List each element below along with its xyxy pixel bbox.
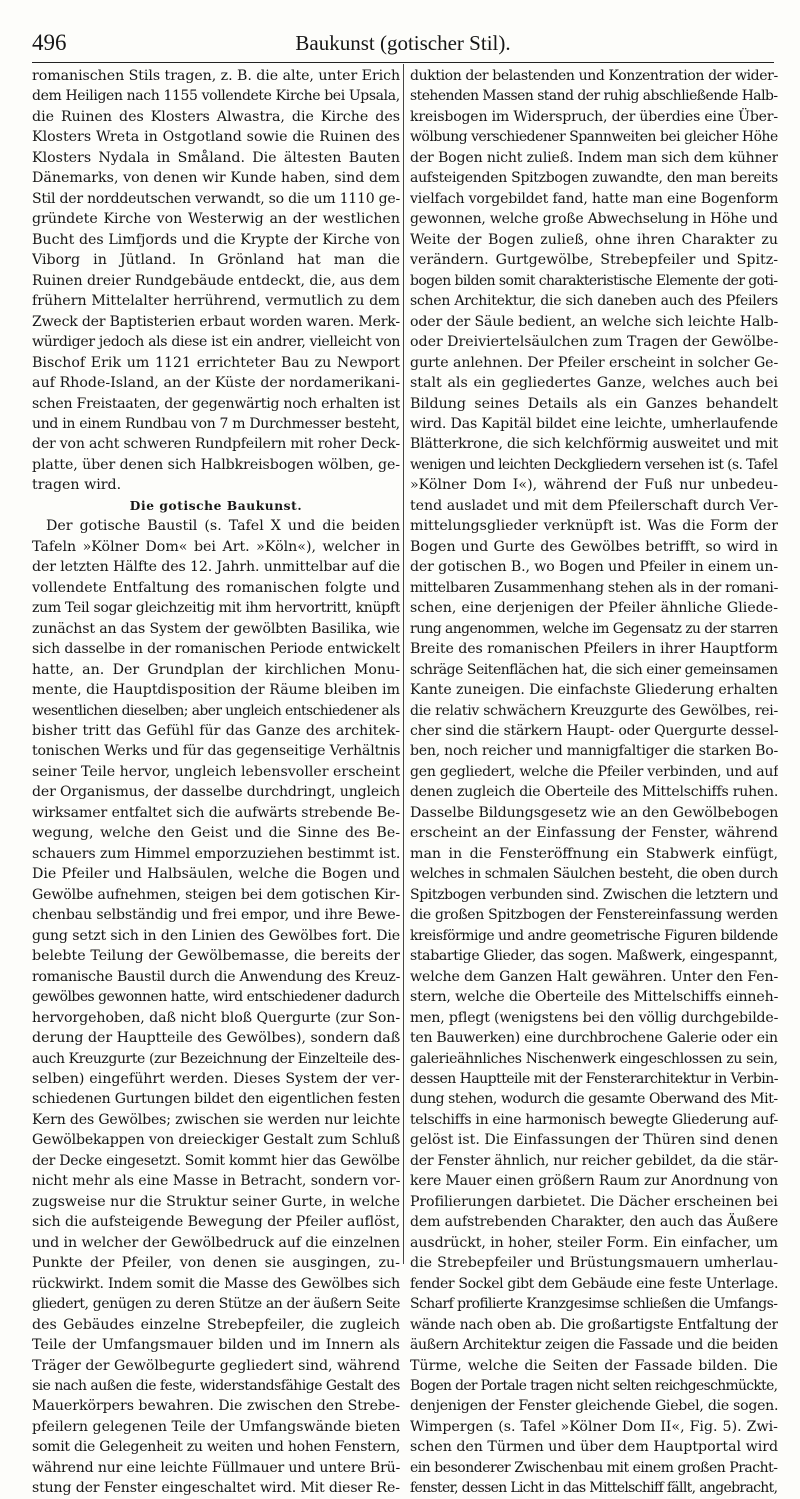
text-line: Punkte der Pfeiler, von denen sie ausgingen, zu- <box>32 1255 400 1272</box>
text-line: Teile der Umfangsmauer bilden und im Innern als <box>32 1337 400 1354</box>
text-line: bisher tritt das Gefühl für das Ganze des architek- <box>32 723 400 739</box>
text-line: und in einem Rundbau von 7 m Durchmesser besteht, <box>32 415 400 432</box>
right-text-column <box>410 66 778 1499</box>
running-title: Baukunst (gotischer Stil). <box>295 31 511 55</box>
text-line: wirksamer entfaltet sich die aufwärts strebende Be- <box>32 804 400 821</box>
text-line: Scharf profilierte Kranzgesimse schließen die Umfangs- <box>410 1296 778 1313</box>
text-line: wenigen und leichten Deckgliedern versehen ist (s. Tafel <box>410 456 778 473</box>
text-line: Klosters Nydala in Småland. Die ältesten Bauten <box>32 149 400 166</box>
text-line: würdiger jedoch als diese ist ein andrer, vielleicht von <box>32 334 400 351</box>
text-line: tragen wird. <box>32 477 122 494</box>
text-line: tonischen Werks und für das gegenseitige Verhältnis <box>32 743 400 760</box>
text-line: zunächst an das System der gewölbten Basilika, wie <box>32 620 400 637</box>
text-line: telschiffs in eine harmonisch bewegte Gliederung auf- <box>410 1111 778 1128</box>
text-line: oder der Säule bedient, an welche sich leichte Halb- <box>410 313 778 330</box>
text-line: Bucht des Limfjords und die Krypte der Kirche von <box>32 231 400 248</box>
text-line: der Organismus, der dasselbe durchdringt, ungleich <box>32 784 400 801</box>
text-line: gen gegliedert, welche die Pfeiler verbinden, und auf <box>410 763 778 780</box>
text-line: Der gotische Baustil (s. Tafel X und die beiden <box>46 518 400 535</box>
text-line: Spitzbogen verbunden sind. Zwischen die letztern und <box>410 886 778 903</box>
text-line: vollendete Entfaltung des romanischen folgte und <box>32 579 400 596</box>
text-line: rückwirkt. Indem somit die Masse des Gewölbes sich <box>32 1275 400 1292</box>
left-text-column <box>32 66 400 1499</box>
text-line: Bildung seines Details als ein Ganzes behandelt <box>410 395 778 412</box>
text-line: somit die Gelegenheit zu weiten und hohen Fenstern, <box>32 1439 400 1456</box>
text-line: während nur eine leichte Füllmauer und untere Brü- <box>32 1459 400 1476</box>
text-line: Kante zuneigen. Die einfachste Gliederung erhalten <box>410 682 778 699</box>
text-line: kere Mauer einen größern Raum zur Anordnung von <box>410 1173 778 1190</box>
text-line: galerieähnliches Nischenwerk eingeschlossen zu sein, <box>410 1050 778 1067</box>
text-line: Tafeln »Kölner Dom« bei Art. »Köln«), welcher in <box>32 538 400 555</box>
text-line: tend ausladet und mit dem Pfeilerschaft durch Ver- <box>410 497 778 514</box>
text-line: gewölbes gewonnen hatte, wird entschiedener dadurch <box>32 989 400 1006</box>
text-line: schen Freistaaten, der gegenwärtig noch erhalten ist <box>32 395 400 412</box>
text-line: wird. Das Kapitäl bildet eine leichte, umherlaufende <box>410 415 778 432</box>
text-line: chenbau selbständig und frei empor, und ihre Bewe- <box>32 907 400 924</box>
text-line: ausdrückt, in hoher, steiler Form. Ein einfacher, um <box>410 1234 778 1251</box>
text-line: verändern. Gurtgewölbe, Strebepfeiler und Spitz- <box>410 252 778 269</box>
text-line: und in welcher der Gewölbedruck auf die einzelnen <box>32 1234 400 1251</box>
text-line: Gewölbe aufnehmen, steigen bei dem gotischen Kir- <box>32 886 400 903</box>
text-line: stalt als ein gegliedertes Ganze, welches auch bei <box>410 375 778 392</box>
text-line: vielfach vorgebildet fand, hatte man eine Bogenform <box>410 190 778 207</box>
text-line: cher sind die stärkern Haupt- oder Quergurte dessel- <box>410 723 778 739</box>
text-line: frühern Mittelalter herrührend, vermutlich zu dem <box>32 293 400 310</box>
text-line: fender Sockel gibt dem Gebäude eine feste Unterlage. <box>410 1275 778 1292</box>
text-line: wölbung verschiedener Spannweiten bei gleicher Höhe <box>410 129 778 146</box>
text-line: Ruinen dreier Rundgebäude entdeckt, die, aus dem <box>32 272 400 289</box>
text-line: erscheint an der Einfassung der Fenster, während <box>410 825 778 842</box>
text-line: auf Rhode-Island, an der Küste der nordamerikani- <box>32 375 400 392</box>
text-line: schen Architektur, die sich daneben auch des Pfeilers <box>410 293 778 310</box>
column-divider <box>403 64 404 1264</box>
text-line: denen zugleich die Oberteile des Mittelschiffs ruhen. <box>410 784 778 801</box>
text-line: Mauerkörpers bewahren. Die zwischen den Strebe- <box>32 1398 400 1415</box>
text-line: welche dem Ganzen Halt gewähren. Unter den Fen- <box>410 968 778 985</box>
text-line: ben, noch reicher und mannigfaltiger die starken Bo- <box>410 743 778 760</box>
text-line: Gewölbekappen von dreieckiger Gestalt zum Schluß <box>32 1132 400 1149</box>
text-line: Zweck der Baptisterien erbaut worden waren. Merk- <box>32 313 400 330</box>
text-line: Weite der Bogen zuließ, ohne ihren Charakter zu <box>410 231 778 248</box>
text-line: men, pflegt (wenigstens bei den völlig durchgebilde- <box>410 1009 778 1026</box>
text-line: die relativ schwächern Kreuzgurte des Gewölbes, rei- <box>410 702 778 719</box>
text-line: mente, die Hauptdisposition der Räume bleiben im <box>32 682 400 699</box>
page-number: 496 <box>32 30 67 55</box>
text-line: Die Pfeiler und Halbsäulen, welche die Bogen und <box>32 866 400 883</box>
text-line: selben) eingeführt werden. Dieses System der ver- <box>32 1070 400 1087</box>
text-line: Träger der Gewölbegurte gegliedert sind, während <box>32 1357 400 1374</box>
text-line: Dänemarks, von denen wir Kunde haben, sind dem <box>32 170 400 187</box>
text-line: auch Kreuzgurte (zur Bezeichnung der Einzelteile des- <box>32 1050 400 1067</box>
text-line: welches in schmalen Säulchen besteht, die oben durch <box>410 866 778 883</box>
text-line: fenster, dessen Licht in das Mittelschiff fällt, angebracht, <box>410 1480 778 1497</box>
text-line: äußern Architektur zeigen die Fassade und die beiden <box>410 1337 778 1354</box>
text-line: gurte anlehnen. Der Pfeiler erscheint in solcher Ge- <box>410 354 778 371</box>
text-line: oder Dreiviertelsäulchen zum Tragen der Gewölbe- <box>410 334 778 351</box>
text-line: rung angenommen, welche im Gegensatz zu der starren <box>410 620 778 637</box>
text-line: denjenigen der Fenster gleichende Giebel, die sogen. <box>410 1398 778 1415</box>
section-heading: Die gotische Baukunst. <box>129 498 303 513</box>
text-line: gelöst ist. Die Einfassungen der Thüren sind denen <box>410 1132 778 1149</box>
text-line: bogen bilden somit charakteristische Elemente der goti- <box>410 272 778 289</box>
text-line: der gotischen B., wo Bogen und Pfeiler in einem un- <box>410 559 778 576</box>
text-line: »Kölner Dom I«), während der Fuß nur unbedeu- <box>410 477 778 494</box>
text-line: Viborg in Jütland. In Grönland hat man die <box>32 252 400 269</box>
text-line: dem Heiligen nach 1155 vollendete Kirche bei Upsala, <box>32 88 400 105</box>
text-line: stern, welche die Oberteile des Mittelschiffs einneh- <box>410 989 778 1006</box>
text-line: dem aufstrebenden Charakter, den auch das Äußere <box>410 1214 778 1231</box>
text-line: nicht mehr als eine Masse in Betracht, sondern vor- <box>32 1173 400 1190</box>
text-line: ein besonderer Zwischenbau mit einem großen Pracht- <box>410 1459 778 1476</box>
text-line: hervorgehoben, daß nicht bloß Quergurte (zur Son- <box>32 1009 400 1026</box>
text-line: pfeilern gelegenen Teile der Umfangswände bieten <box>32 1418 400 1435</box>
text-line: der von acht schweren Rundpfeilern mit roher Deck- <box>32 436 400 453</box>
text-line: schen, eine derjenigen der Pfeiler ähnliche Gliede- <box>410 600 778 617</box>
text-line: man in die Fensteröffnung ein Stabwerk einfügt, <box>410 845 778 862</box>
text-line: belebte Teilung der Gewölbemasse, die bereits der <box>32 948 400 965</box>
text-line: ten Bauwerken) eine durchbrochene Galerie oder ein <box>410 1030 778 1047</box>
text-line: hatte, an. Der Grundplan der kirchlichen Monu- <box>32 661 400 678</box>
text-line: der letzten Hälfte des 12. Jahrh. unmittelbar auf die <box>32 559 400 576</box>
text-line: kreisbogen im Widerspruch, der überdies eine Über- <box>410 108 778 125</box>
text-line: Breite des romanischen Pfeilers in ihrer Hauptform <box>410 641 778 658</box>
text-line: gung setzt sich in den Linien des Gewölbes fort. Die <box>32 927 400 944</box>
text-line: der Fenster ähnlich, nur reicher gebildet, da die stär- <box>410 1152 778 1169</box>
text-line: schen den Türmen und über dem Hauptportal wird <box>410 1439 778 1456</box>
text-line: Bischof Erik um 1121 errichteter Bau zu Newport <box>32 354 400 371</box>
text-line: sich die aufsteigende Bewegung der Pfeiler auflöst, <box>32 1214 400 1231</box>
text-line: Kern des Gewölbes; zwischen sie werden nur leichte <box>32 1111 400 1128</box>
text-line: gliedert, genügen zu deren Stütze an der äußern Seite <box>32 1296 400 1313</box>
text-line: Türme, welche die Seiten der Fassade bilden. Die <box>410 1357 778 1374</box>
text-line: stung der Fenster eingeschaltet wird. Mit dieser Re- <box>32 1480 400 1497</box>
text-line: die Ruinen des Klosters Alwastra, die Kirche des <box>32 108 400 125</box>
text-line: Profilierungen darbietet. Die Dächer erscheinen bei <box>410 1193 778 1210</box>
text-line: schräge Seitenflächen hat, die sich einer gemeinsamen <box>410 661 778 678</box>
text-line: dung stehen, wodurch die gesamte Oberwand des Mit- <box>410 1091 778 1108</box>
page-header <box>32 24 774 64</box>
text-line: kreisförmige und andre geometrische Figuren bildende <box>410 927 778 944</box>
text-line: Klosters Wreta in Ostgotland sowie die Ruinen des <box>32 129 400 146</box>
text-line: platte, über denen sich Halbkreisbogen wölben, ge- <box>32 456 400 473</box>
text-line: des Gebäudes einzelne Strebepfeiler, die zugleich <box>32 1316 400 1333</box>
text-line: schiedenen Gurtungen bildet den eigentlichen festen <box>32 1091 400 1108</box>
text-line: Bogen und Gurte des Gewölbes betrifft, so wird in <box>410 538 778 555</box>
text-line: wände nach oben ab. Die großartigste Entfaltung der <box>410 1316 778 1333</box>
text-line: schauers zum Himmel emporzuziehen bestimmt ist. <box>32 845 400 862</box>
text-line: mittelbaren Zusammenhang stehen als in der romani- <box>410 579 778 596</box>
text-line: seiner Teile hervor, ungleich lebensvoller erscheint <box>32 763 400 780</box>
text-line: Stil der norddeutschen verwandt, so die um 1110 ge- <box>32 190 400 207</box>
text-line: wegung, welche den Geist und die Sinne des Be- <box>32 825 400 842</box>
text-line: der Bogen nicht zuließ. Indem man sich dem kühner <box>410 149 778 166</box>
text-line: gewonnen, welche große Abwechselung in Höhe und <box>410 211 778 228</box>
text-line: derung der Hauptteile des Gewölbes), sondern daß <box>32 1030 400 1047</box>
text-line: Wimpergen (s. Tafel »Kölner Dom II«, Fig. 5). Zwi- <box>410 1418 778 1435</box>
header-rule <box>32 62 774 63</box>
text-line: Dasselbe Bildungsgesetz wie an den Gewölbebogen <box>410 804 778 821</box>
text-line: gründete Kirche von Westerwig an der westlichen <box>32 211 400 228</box>
text-line: sie nach außen die feste, widerstandsfähige Gestalt des <box>32 1378 400 1394</box>
text-line: zugsweise nur die Struktur seiner Gurte, in welche <box>32 1193 400 1210</box>
text-line: aufsteigenden Spitzbogen zuwandte, den man bereits <box>410 170 778 187</box>
text-line: duktion der belastenden und Konzentration der wider- <box>410 68 778 84</box>
text-line: Blätterkrone, die sich kelchförmig ausweitet und mit <box>410 436 778 453</box>
text-line: dessen Hauptteile mit der Fensterarchitektur in Verbin- <box>410 1070 778 1087</box>
text-line: sich dasselbe in der romanischen Periode entwickelt <box>32 641 400 658</box>
text-line: romanischen Stils tragen, z. B. die alte, unter Erich <box>32 68 400 84</box>
text-line: mittelungsglieder verknüpft ist. Was die Form der <box>410 518 778 535</box>
text-line: stabartige Glieder, das sogen. Maßwerk, eingespannt, <box>410 948 778 965</box>
text-line: stehenden Massen stand der ruhig abschließende Halb- <box>410 88 778 105</box>
text-line: wesentlichen dieselben; aber ungleich entschiedener als <box>32 702 400 719</box>
text-line: Bogen der Portale tragen nicht selten reichgeschmückte, <box>410 1378 778 1394</box>
text-line: zum Teil sogar gleichzeitig mit ihm hervortritt, knüpft <box>32 600 400 617</box>
text-line: die großen Spitzbogen der Fenstereinfassung werden <box>410 907 778 924</box>
text-line: romanische Baustil durch die Anwendung des Kreuz- <box>32 968 400 985</box>
text-line: die Strebepfeiler und Brüstungsmauern umherlau- <box>410 1255 778 1272</box>
text-line: der Decke eingesetzt. Somit kommt hier das Gewölbe <box>32 1152 400 1169</box>
